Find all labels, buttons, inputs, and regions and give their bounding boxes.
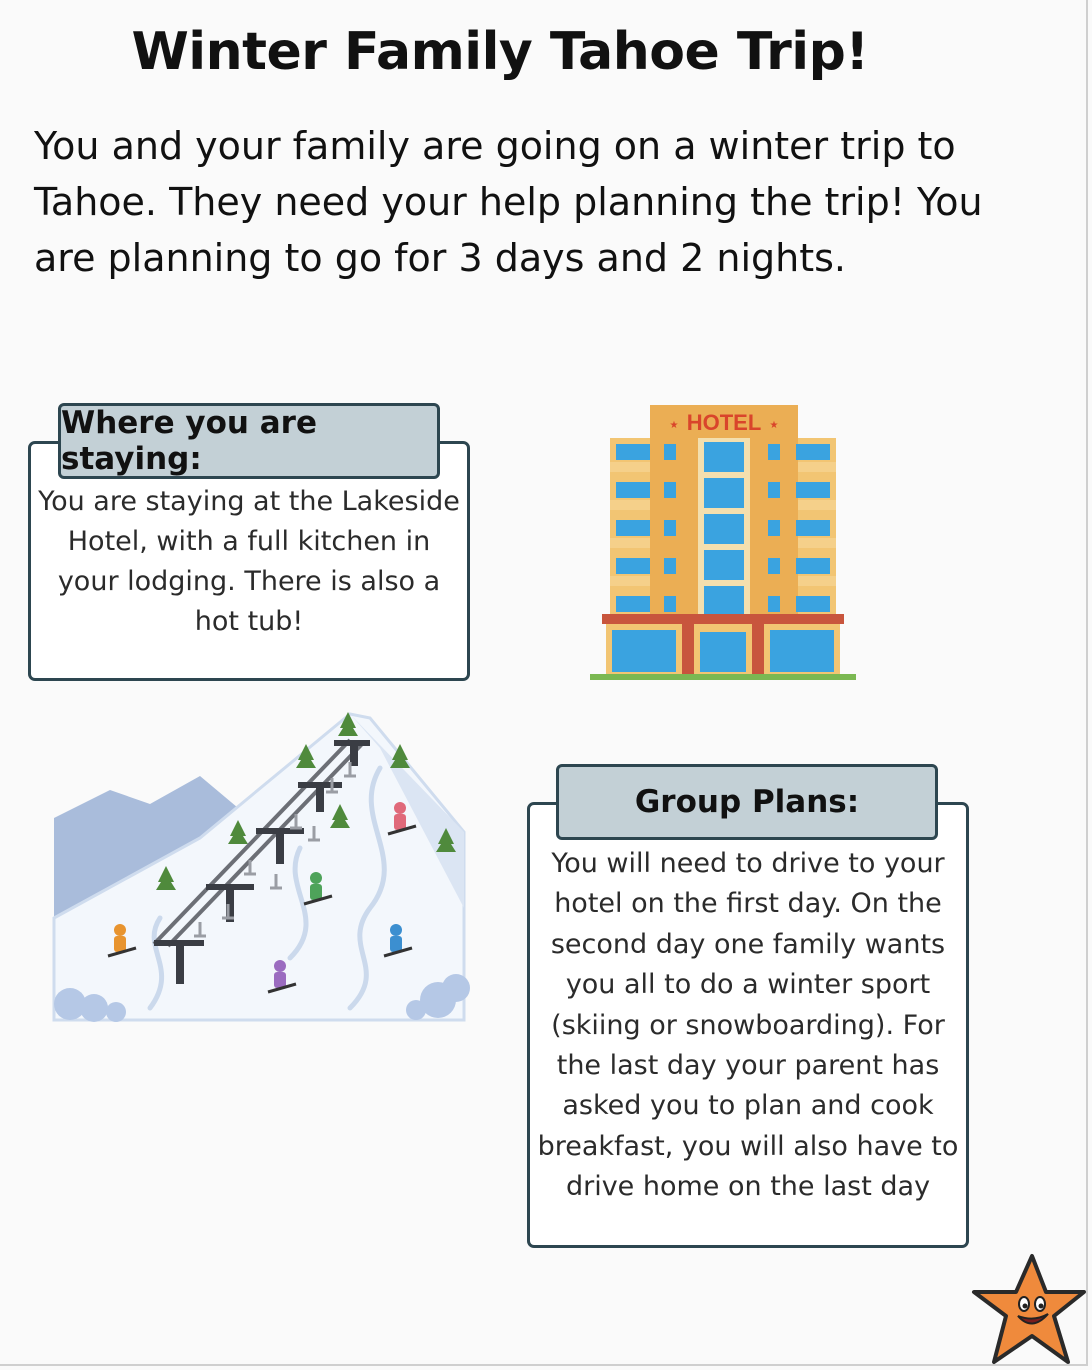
group-plans-description: You will need to drive to your hotel on the first day. On the second day one family wants you all to do a winter sport (skiing or snowboarding). For the last day your parent has asked you to plan and cook breakfast, you will also have to drive home on the last day	[537, 848, 959, 1203]
page-title: Winter Family Tahoe Trip!	[131, 22, 869, 82]
svg-text:★: ★	[769, 420, 779, 431]
svg-text:★: ★	[669, 420, 679, 431]
staying-description: You are staying at the Lakeside Hotel, with a full kitchen in your lodging. There is also a hot tub!	[38, 486, 460, 637]
ski-slope-illustration	[50, 708, 470, 1026]
group-plans-heading: Group Plans:	[556, 764, 938, 840]
hotel-sign: HOTEL	[686, 410, 762, 435]
smiling-star-mascot	[970, 1252, 1088, 1368]
hotel-building-icon	[588, 402, 858, 684]
staying-heading: Where you are staying:	[58, 403, 440, 479]
intro-paragraph: You and your family are going on a winter trip to Tahoe. They need your help planning the trip! You are planning to go for 3 days and 2 nights.	[34, 124, 983, 280]
